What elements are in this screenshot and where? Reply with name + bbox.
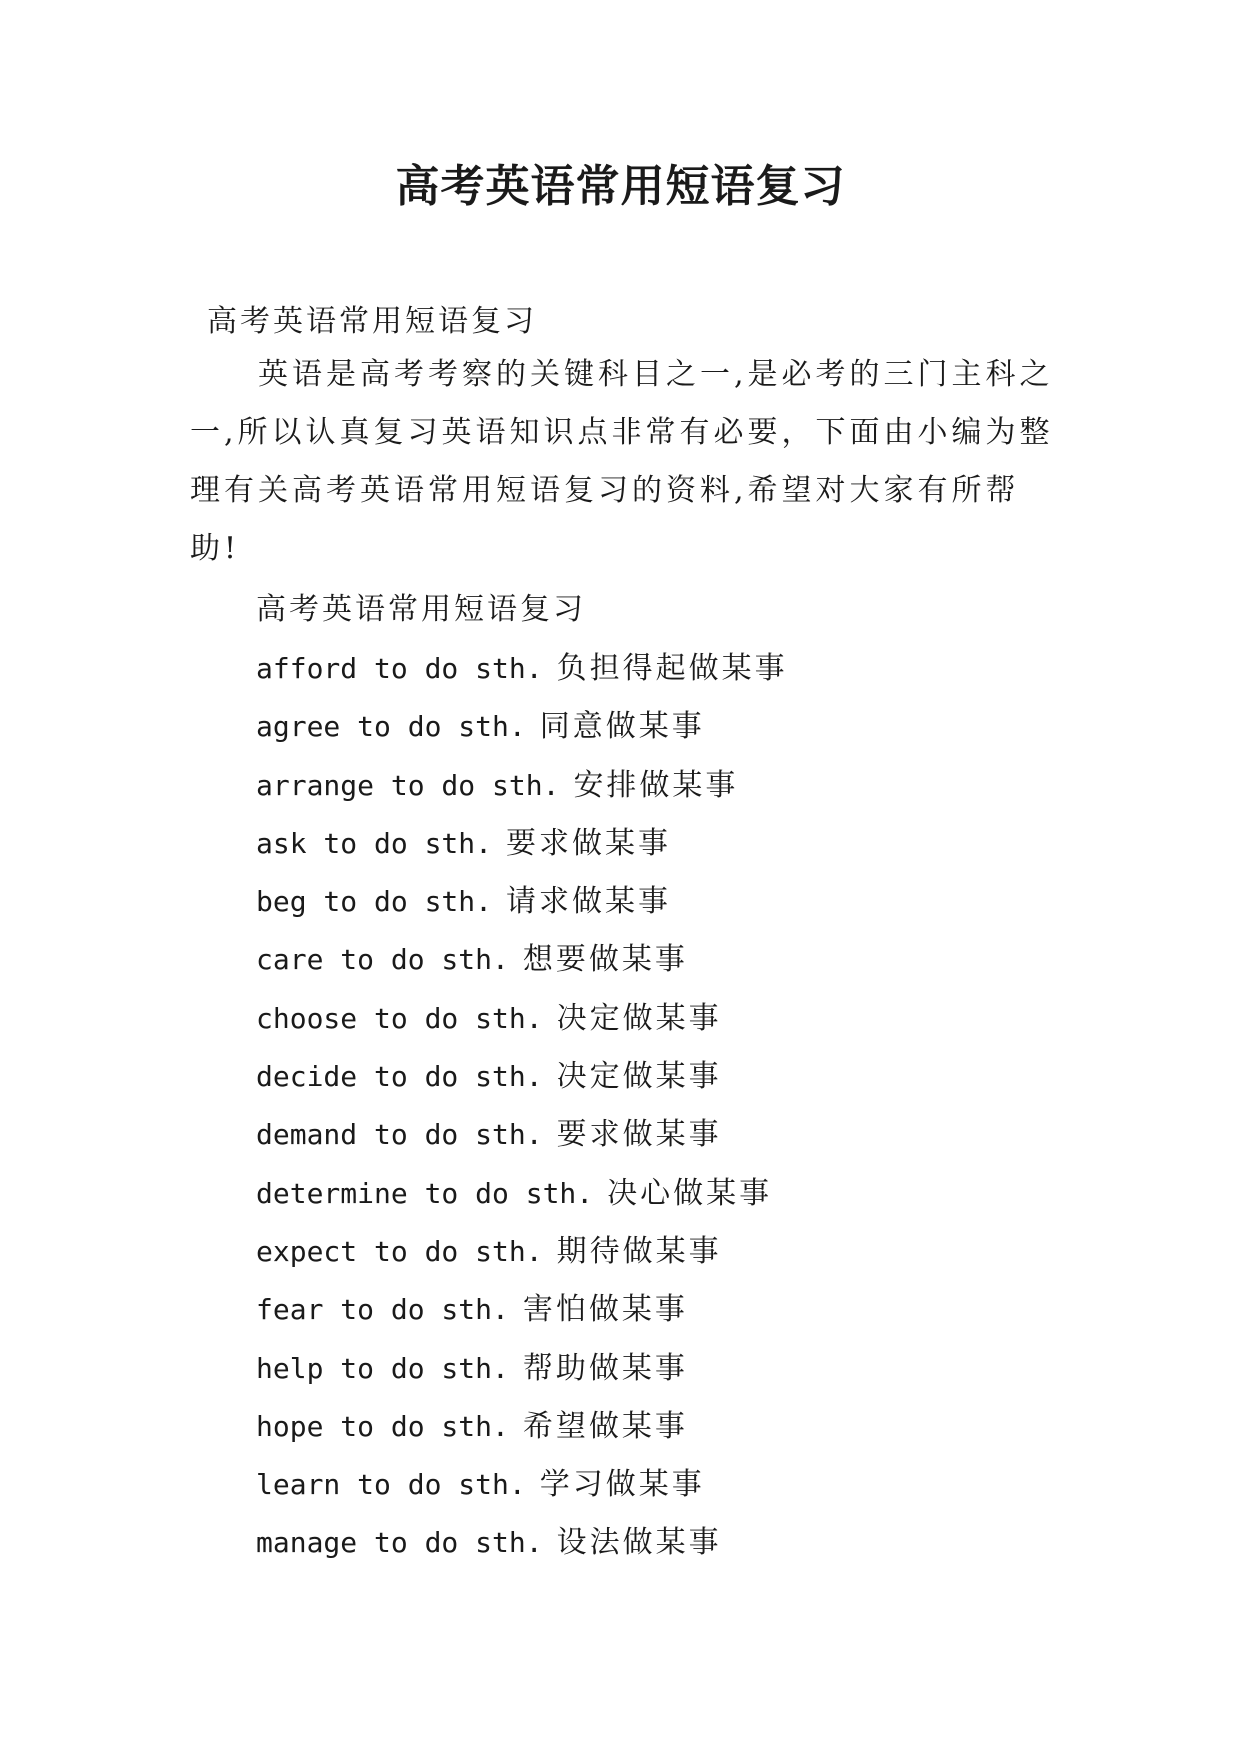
phrase-item: [256, 931, 788, 989]
document-subtitle: 高考英语常用短语复习: [207, 304, 537, 339]
phrase-english: beg to do sth.: [256, 885, 493, 919]
phrase-english: help to do sth.: [256, 1351, 509, 1385]
phrase-chinese: 学习做某事: [539, 1467, 705, 1503]
phrase-item: [256, 1340, 788, 1398]
phrase-english: manage to do sth.: [256, 1526, 543, 1560]
phrase-item: [256, 1514, 788, 1572]
phrase-item: [256, 1398, 788, 1456]
phrase-chinese: 安排做某事: [573, 767, 739, 803]
phrase-english: hope to do sth.: [256, 1409, 509, 1443]
phrase-list: [256, 640, 788, 1573]
phrase-chinese: 决定做某事: [556, 1000, 722, 1036]
section-heading: 高考英语常用短语复习: [256, 592, 586, 627]
phrase-chinese: 想要做某事: [522, 942, 688, 978]
phrase-chinese: 同意做某事: [539, 709, 705, 745]
phrase-english: care to do sth.: [256, 943, 509, 977]
phrase-item: [256, 815, 788, 873]
phrase-chinese: 希望做某事: [522, 1408, 688, 1444]
phrase-item: [256, 1281, 788, 1339]
phrase-chinese: 要求做某事: [506, 825, 672, 861]
phrase-english: learn to do sth.: [256, 1468, 526, 1502]
document-title: 高考英语常用短语复习: [395, 161, 846, 212]
phrase-item: [256, 698, 788, 756]
phrase-item: [256, 1456, 788, 1514]
phrase-english: decide to do sth.: [256, 1060, 543, 1094]
phrase-chinese: 要求做某事: [556, 1117, 722, 1153]
phrase-item: [256, 990, 788, 1048]
phrase-english: expect to do sth.: [256, 1234, 543, 1268]
phrase-english: fear to do sth.: [256, 1293, 509, 1327]
phrase-english: choose to do sth.: [256, 1001, 543, 1035]
phrase-item: [256, 873, 788, 931]
phrase-chinese: 决定做某事: [556, 1059, 722, 1095]
phrase-item: [256, 1165, 788, 1223]
phrase-english: arrange to do sth.: [256, 768, 560, 802]
phrase-chinese: 请求做某事: [506, 884, 672, 920]
phrase-chinese: 期待做某事: [556, 1233, 722, 1269]
phrase-english: determine to do sth.: [256, 1176, 594, 1210]
phrase-item: [256, 1048, 788, 1106]
phrase-chinese: 帮助做某事: [522, 1350, 688, 1386]
intro-paragraph: 英语是高考考察的关键科目之一,是必考的三门主科之一,所以认真复习英语知识点非常有必要，下面由小编为整理有关高考英语常用短语复习的资料,希望对大家有所帮助!: [190, 357, 1054, 566]
phrase-item: [256, 757, 788, 815]
phrase-chinese: 设法做某事: [556, 1525, 722, 1561]
phrase-english: demand to do sth.: [256, 1118, 543, 1152]
phrase-item: [256, 1106, 788, 1164]
phrase-chinese: 害怕做某事: [522, 1292, 688, 1328]
phrase-chinese: 负担得起做某事: [556, 651, 788, 686]
phrase-item: [256, 640, 788, 698]
phrase-english: agree to do sth.: [256, 710, 526, 744]
phrase-english: afford to do sth.: [256, 652, 543, 685]
phrase-item: [256, 1223, 788, 1281]
phrase-chinese: 决心做某事: [607, 1175, 773, 1211]
phrase-english: ask to do sth.: [256, 826, 493, 860]
